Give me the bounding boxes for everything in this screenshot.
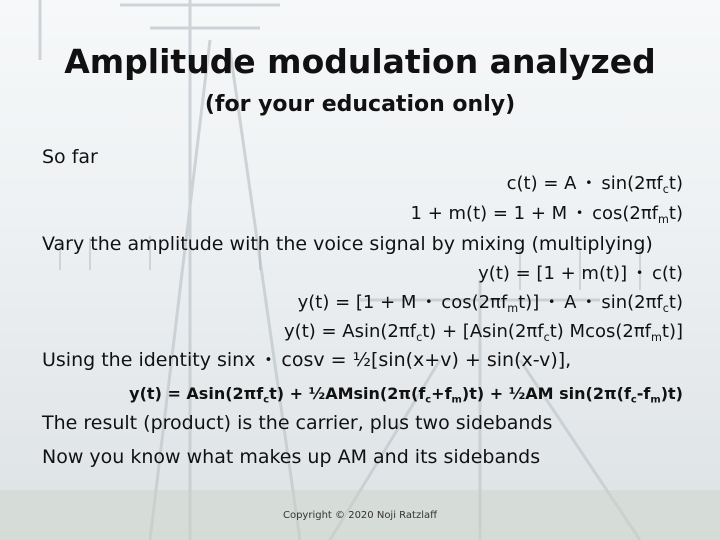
- product-equation-2: y(t) = [1 + M • $\cos(2\pi f_mt)$] • A • $\sin(2\pi f_ct)$: [297, 292, 683, 315]
- copyright-footer: Copyright © 2020 Noji Ratzlaff: [282, 510, 437, 521]
- vary-amplitude-text: Vary the amplitude with the voice signal by mixing (multiplying): [42, 233, 653, 255]
- conclusion-text: Now you know what makes up AM and its sidebands: [42, 446, 541, 468]
- message-equation: 1 + m(t) = 1 + M • $\cos(2\pi f_mt)$: [410, 203, 683, 226]
- result-text: The result (product) is the carrier, plus two sidebands: [42, 412, 553, 434]
- so-far-text: So far: [42, 146, 98, 168]
- page-title: Amplitude modulation analyzed: [64, 42, 656, 81]
- carrier-equation: c(t) = A • $\sin(2\pi f_ct)$: [506, 173, 683, 196]
- page-subtitle: (for your education only): [204, 92, 516, 117]
- final-equation: $y(t) = Asin(2\pi f_ct)$ + $\frac{1}{2}AMsin(2\pi(f_c+f_m)t)$ + ½AM $\sin(2\pi(f_c-f_m)t)$: [129, 384, 683, 406]
- product-equation-3: $y(t) = Asin(2\pi f_ct) + [Asin(2\pi f_ct)$ $Mcos(2\pi f_mt)$]: [284, 321, 683, 344]
- product-equation-1: y(t) = [1 + m(t)] • c(t): [478, 263, 683, 284]
- identity-text: Using the identity sinx • cosv = ½[sin(x+v) + sin(x-v)],: [42, 349, 572, 371]
